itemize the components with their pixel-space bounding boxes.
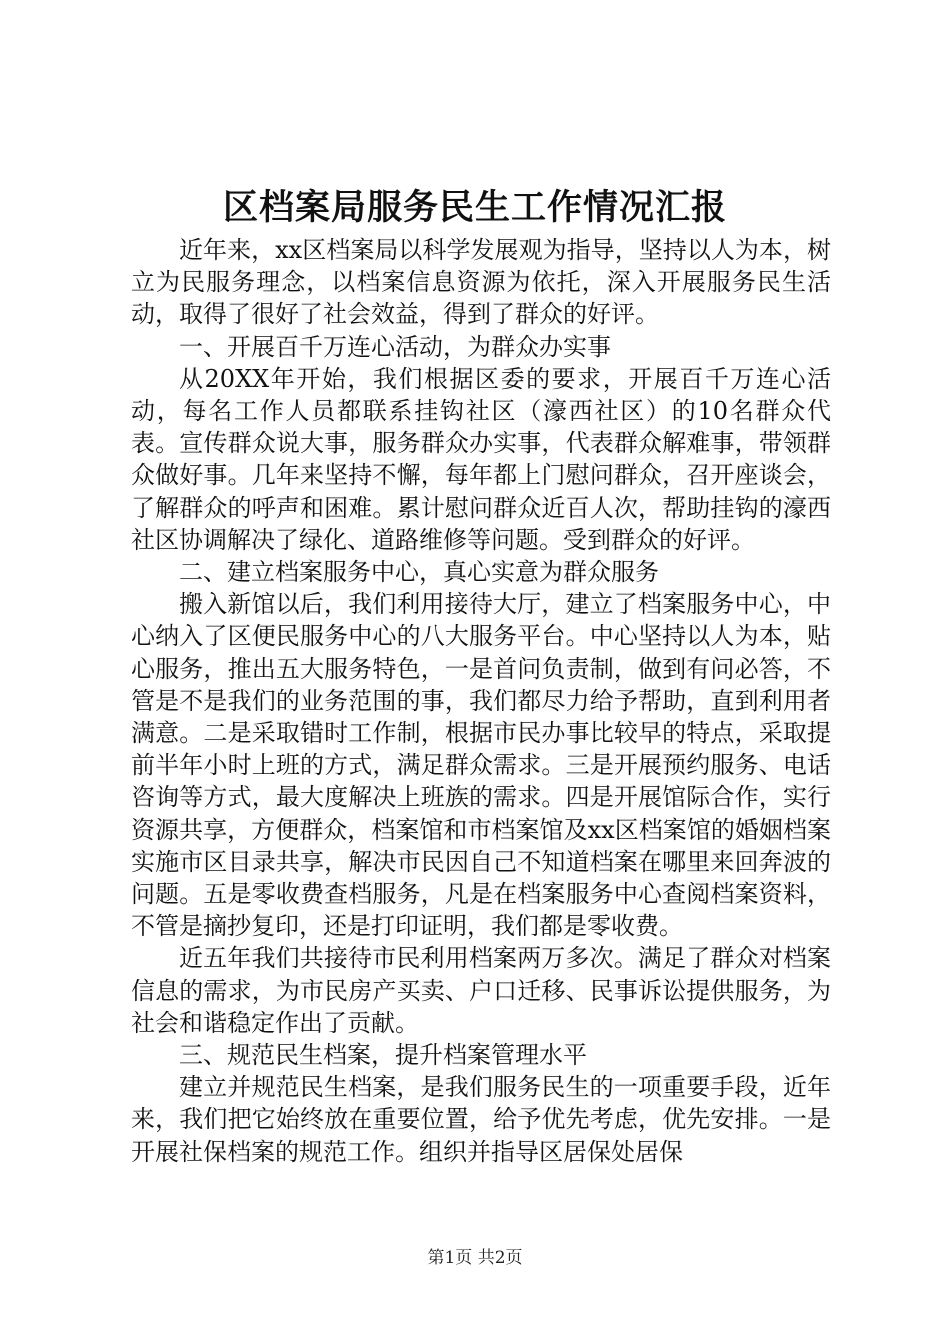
section-heading-3: 三、规范民生档案，提升档案管理水平 [179,1041,587,1070]
intro-paragraph: 近年来，xx区档案局以科学发展观为指导，坚持以人为本，树立为民服务理念，以档案信息资源为依托，深入开展服务民生活动，取得了很好了社会效益，得到了群众的好评。 [131,236,831,329]
section-heading-2: 二、建立档案服务中心，真心实意为群众服务 [179,558,659,587]
section-2-summary-paragraph: 近五年我们共接待市民利用档案两万多次。满足了群众对档案信息的需求，为市民房产买卖、户口迁移、民事诉讼提供服务，为社会和谐稳定作出了贡献。 [131,944,831,1037]
section-3-paragraph: 建立并规范民生档案，是我们服务民生的一项重要手段，近年来，我们把它始终放在重要位置，给予优先考虑，优先安排。一是开展社保档案的规范工作。组织并指导区居保处居保 [131,1073,831,1166]
section-heading-1: 一、开展百千万连心活动，为群众办实事 [179,332,611,361]
document-body [131,234,831,1168]
document-title: 区档案局服务民生工作情况汇报 [222,187,727,228]
page-number-footer: 第1页 共2页 [427,1248,523,1268]
section-1-paragraph: 从20XX年开始，我们根据区委的要求，开展百千万连心活动，每名工作人员都联系挂钩社区（濠西社区）的10名群众代表。宣传群众说大事，服务群众办实事，代表群众解难事，带领群众做好事。几年来坚持不懈，每年都上门慰问群众，召开座谈会，了解群众的呼声和困难。累计慰问群众近百人次，帮助挂钩的濠西社区协调解决了绿化、道路维修等问题。受到群众的好评。 [131,364,831,554]
section-2-paragraph: 搬入新馆以后，我们利用接待大厅，建立了档案服务中心，中心纳入了区便民服务中心的八大服务平台。中心坚持以人为本，贴心服务，推出五大服务特色，一是首问负责制，做到有问必答，不管是不是我们的业务范围的事，我们都尽力给予帮助，直到利用者满意。二是采取错时工作制，根据市民办事比较早的特点，采取提前半年小时上班的方式，满足群众需求。三是开展预约服务、电话咨询等方式，最大度解决上班族的需求。四是开展馆际合作，实行资源共享，方便群众，档案馆和市档案馆及xx区档案馆的婚姻档案实施市区目录共享，解决市民因自己不知道档案在哪里来回奔波的问题。五是零收费查档服务，凡是在档案服务中心查阅档案资料，不管是摘抄复印，还是打印证明，我们都是零收费。 [131,590,831,941]
